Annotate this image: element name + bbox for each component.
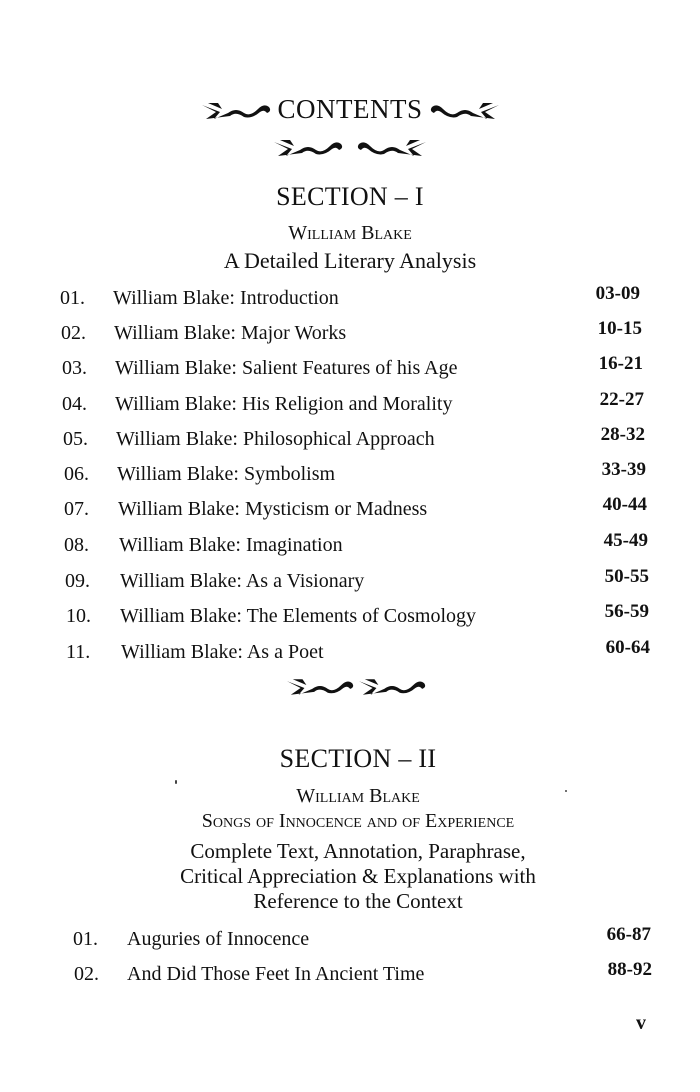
toc-entry[interactable] <box>66 601 649 635</box>
ornament-left-icon <box>200 99 272 121</box>
contents-title: CONTENTS <box>277 94 423 124</box>
entry-number: 01. <box>73 928 98 950</box>
entry-title: William Blake: As a Poet <box>121 641 324 663</box>
toc-entry[interactable] <box>62 353 643 387</box>
entry-number: 07. <box>64 498 89 520</box>
entry-pages: 60-64 <box>605 637 650 658</box>
entry-number: 11. <box>66 641 91 663</box>
title-ornament-divider <box>0 136 700 158</box>
entry-title: William Blake: Mysticism or Madness <box>118 498 428 520</box>
section-2-subtitle-line-3: Reference to the Context <box>253 889 463 913</box>
ornament-icon <box>285 675 355 697</box>
entry-title: William Blake: Imagination <box>119 534 343 556</box>
section-2-subtitle-line-1: Complete Text, Annotation, Paraphrase, <box>190 839 526 863</box>
entry-title: William Blake: The Elements of Cosmology <box>120 605 476 627</box>
toc-entry[interactable] <box>66 637 650 671</box>
entry-pages: 33-39 <box>601 459 646 480</box>
toc-entry[interactable] <box>63 424 645 458</box>
entry-title: William Blake: Salient Features of his Age <box>115 357 458 379</box>
toc-entry[interactable] <box>73 924 653 958</box>
entry-pages: 10-15 <box>597 318 642 339</box>
entry-title: And Did Those Feet In Ancient Time <box>127 963 425 985</box>
toc-entry[interactable] <box>62 389 644 423</box>
entry-title: William Blake: Philosophical Approach <box>116 428 435 450</box>
entry-title: William Blake: Introduction <box>113 287 339 309</box>
entry-number: 01. <box>60 287 85 309</box>
ornament-right-icon <box>429 99 501 121</box>
toc-entry[interactable] <box>64 530 648 564</box>
toc-entry[interactable] <box>64 459 646 493</box>
ornament-icon <box>357 675 427 697</box>
section-1-heading: SECTION – I <box>276 182 424 211</box>
entry-title: William Blake: Major Works <box>114 322 347 344</box>
entry-number: 09. <box>65 570 90 592</box>
section-2-work-title: Songs of Innocence and of Experience <box>201 810 515 832</box>
toc-entry[interactable] <box>61 318 642 352</box>
entry-pages: 88-92 <box>607 959 652 980</box>
entry-title: Auguries of Innocence <box>127 928 310 950</box>
section-2-heading: SECTION – II <box>279 744 437 773</box>
entry-pages: 50-55 <box>604 566 649 587</box>
contents-heading <box>0 94 700 125</box>
entry-number: 02. <box>74 963 99 985</box>
ornament-icon <box>351 136 433 158</box>
section-2-subtitle-line-2: Critical Appreciation & Explanations with <box>180 864 536 888</box>
page-number: v <box>636 1012 646 1034</box>
entry-pages: 56-59 <box>604 601 649 622</box>
print-speck <box>175 780 177 784</box>
toc-entry[interactable] <box>74 959 654 993</box>
entry-pages: 45-49 <box>603 530 648 551</box>
entry-pages: 16-21 <box>598 353 643 374</box>
entry-title: William Blake: His Religion and Morality <box>115 393 453 415</box>
entry-pages: 03-09 <box>595 283 640 304</box>
entry-number: 04. <box>62 393 87 415</box>
entry-pages: 40-44 <box>602 494 647 515</box>
entry-title: William Blake: Symbolism <box>117 463 336 485</box>
entry-pages: 22-27 <box>599 389 644 410</box>
toc-entry[interactable] <box>60 283 640 317</box>
toc-entry[interactable] <box>65 566 649 600</box>
section-2-author: William Blake <box>296 785 420 807</box>
entry-number: 03. <box>62 357 87 379</box>
section-1-subtitle: A Detailed Literary Analysis <box>223 248 477 273</box>
section-1-author: William Blake <box>288 222 412 244</box>
section-1-end-ornament <box>6 675 700 697</box>
toc-entry[interactable] <box>64 494 647 528</box>
entry-number: 02. <box>61 322 86 344</box>
entry-number: 05. <box>63 428 88 450</box>
entry-number: 06. <box>64 463 89 485</box>
entry-pages: 28-32 <box>600 424 645 445</box>
entry-title: William Blake: As a Visionary <box>120 570 365 592</box>
entry-pages: 66-87 <box>606 924 651 945</box>
entry-number: 08. <box>64 534 89 556</box>
ornament-icon <box>267 136 349 158</box>
print-speck <box>565 790 567 792</box>
entry-number: 10. <box>66 605 91 627</box>
